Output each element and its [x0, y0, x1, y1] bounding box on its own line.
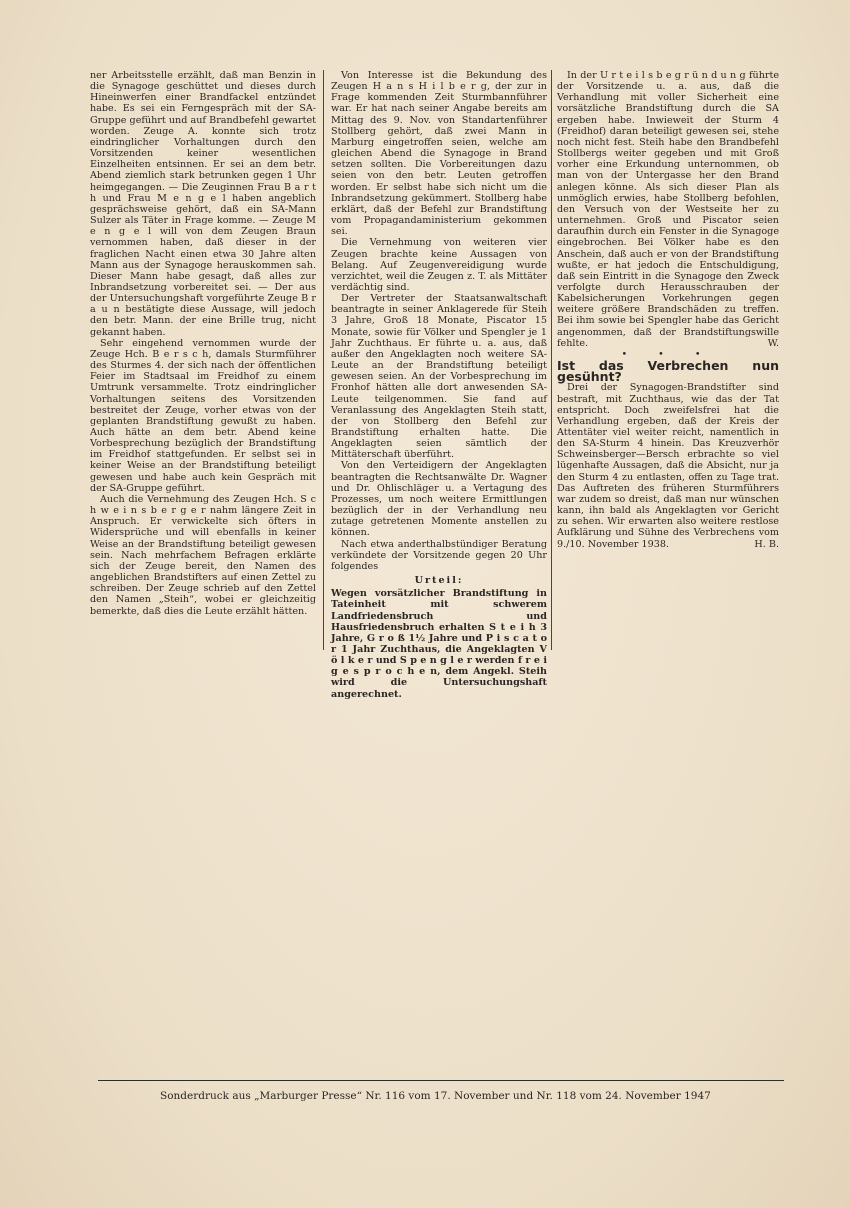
column-2: [331, 70, 547, 700]
col1-paragraph-2: Sehr eingehend vernommen wurde der Zeuge Hch. B e r s c h, damals Sturmführer des Sturmes 4. der sich nach der öffentlichen Feier im Stadtsaal im Freidhof zu einem Umtrunk versammelte. Trotz eindringlicher Vorhaltungen seitens des Vorsitzenden bestreitet der Zeuge, vorher etwas von der geplanten Brandstiftung gewußt zu haben. Auch hätte an dem betr. Abend keine Vorbesprechung bezüglich der Brandstiftung im Freidhof stattgefunden. Er selbst sei in keiner Weise an der Brandstiftung beteiligt gewesen und habe auch kein Gespräch mit der SA-Gruppe geführt.: [90, 337, 316, 494]
column-1: [90, 70, 316, 617]
signature-w: W.: [767, 337, 779, 349]
col2-paragraph-4: Von den Verteidigern der Angeklagten beantragten die Rechtsanwälte Dr. Wagner und Dr. Ohlischläger u. a Vertagung des Prozesses, um noch weitere Ermittlungen bezüglich der in der Verhandlung neu zutage getretenen Momente anstellen zu können.: [331, 460, 547, 539]
col1-paragraph-1: ner Arbeitsstelle erzählt, daß man Benzin in die Synagoge geschüttet und dieses durch Hineinwerfen einer Brandfackel entzündet habe. Es sei ein Ferngespräch mit der SA-Gruppe geführt und auf Brandbefehl gewartet worden. Zeuge A. konnte sich trotz eindringlicher Vorhaltungen durch den Vorsitzenden keiner wesentlichen Einzelheiten entsinnen. Er sei an dem betr. Abend ziemlich stark betrunken gegen 1 Uhr heimgegangen. — Die Zeuginnen Frau B a r t h und Frau M e n g e l haben angeblich gesprächsweise gehört, daß ein SA-Mann Sulzer als Täter in Frage komme. — Zeuge M e n g e l will von dem Zeugen Braun vernommen haben, daß dieser in der fraglichen Nacht einen etwa 30 Jahre alten Mann aus der Synagoge herauskommen sah. Dieser Mann habe gesagt, daß alles zur Inbrandsetzung vorbereitet sei. — Der aus der Untersuchungshaft vorgeführte Zeuge B r a u n bestätigte diese Aussage, will jedoch den betr. Mann. der eine Brille trug, nicht gekannt haben.: [90, 70, 316, 338]
column-divider-2: [551, 70, 552, 650]
verdict-heading: Urteil:: [414, 575, 464, 587]
column-divider-1: [323, 70, 324, 650]
col2-paragraph-5: Nach etwa anderthalbstündiger Beratung verkündete der Vorsitzende gegen 20 Uhr folgendes: [331, 538, 547, 572]
separator-stars: • • •: [621, 348, 715, 360]
col1-paragraph-3: Auch die Vernehmung des Zeugen Hch. S c h w e i n s b e r g e r nahm längere Zeit in Anspruch. Er verwickelte sich öfters in Widersprüche und will ebenfalls in keiner Weise an der Brandstiftung beteiligt gewesen sein. Nach mehrfachem Befragen erklärte sich der Zeuge bereit, den Namen des angeblichen Brandstifters auf einen Zettel zu schreiben. Der Zeuge schrieb auf den Zettel den Namen „Steih“, wobei er gleichzeitig bemerkte, daß dies die Leute erzählt hätten.: [90, 493, 316, 617]
col2-paragraph-1: Von Interesse ist die Bekundung des Zeugen H a n s H i l b e r g, der zur in Frage kommenden Zeit Sturmbannführer war. Er hat nach seiner Angabe bereits am Mittag des 9. Nov. von Standartenführer Stollberg gehört, daß zwei Mann in Marburg eingetroffen seien, welche am gleichen Abend die Synagoge in Brand setzen sollten. Die Vorbereitungen dazu seien von den betr. Leuten getroffen worden. Er selbst habe sich nicht um die Inbrandsetzung gekümmert. Stollberg habe erklärt, daß der Befehl zur Brandstiftung vom Propagandaministerium gekommen sei.: [331, 70, 547, 238]
footer-imprint: Sonderdruck aus „Marburger Presse“ Nr. 116 vom 17. November und Nr. 118 vom 24. November 1947: [160, 1090, 711, 1102]
col2-paragraph-3: Der Vertreter der Staatsanwaltschaft beantragte in seiner Anklagerede für Steih 3 Jahre, Groß 18 Monate, Piscator 15 Monate, sowie für Völker und Spengler je 1 Jahr Zuchthaus. Er führte u. a. aus, daß außer den Angeklagten noch weitere SA-Leute an der Brandstiftung beteiligt gewesen seien. An der Vorbesprechung im Fronhof hätten alle dort anwesenden SA-Leute teilgenommen. Sie fand auf Veranlassung des Angeklagten Steih statt, der von Stollberg den Befehl zur Brandstiftung erhalten hatte. Die Angeklagten seien sämtlich der Mittäterschaft überführt.: [331, 293, 547, 461]
verdict-text: Wegen vorsätzlicher Brandstiftung in Tateinheit mit schwerem Landfriedensbruch und Hausfriedensbruch erhalten S t e i h 3 Jahre, G r o ß 1½ Jahre und P i s c a t o r 1 Jahr Zuchthaus, die Angeklagten V ö l k e r und S p e n g l e r werden f r e i g e s p r o c h e n, dem Angekl. Steih wird die Untersuchungshaft angerechnet.: [331, 588, 547, 700]
signature-hb: H. B.: [754, 538, 779, 550]
col2-paragraph-2: Die Vernehmung von weiteren vier Zeugen brachte keine Aussagen von Belang. Auf Zeugenvereidigung wurde verzichtet, weil die Zeugen z. T. als Mittäter verdächtig sind.: [331, 237, 547, 293]
col3-paragraph-2-text: Drei der Synagogen-Brandstifter sind bestraft, mit Zuchthaus, wie das der Tat entspricht. Doch zweifelsfrei hat die Verhandlung ergeben, daß der Kreis der Attentäter viel weiter reicht, namentlich in den SA-Sturm 4 hinein. Das Kreuzverhör Schweinsberger—Bersch erbrachte so viel lügenhafte Aussagen, daß die Absicht, nur ja den Sturm 4 zu entlasten, offen zu Tage trat. Das Auftreten des früheren Sturmführers war zudem so dreist, daß man nur wünschen kann, ihn bald als Angeklagten vor Gericht zu sehen. Wir erwarten also weitere restlose Aufklärung und Sühne des Verbrechens vom 9./10. November 1938.: [557, 382, 779, 550]
col3-paragraph-1-text: In der U r t e i l s b e g r ü n d u n g führte der Vorsitzende u. a. aus, daß die Verhandlung mit voller Sicherheit eine vorsätzliche Brandstiftung durch die SA ergeben habe. Inwieweit der Sturm 4 (Freidhof) daran beteiligt gewesen sei, stehe noch nicht fest. Steih habe den Brandbefehl Stollbergs weiter gegeben und mit Groß vorher eine Erkundung unternommen, ob man von der Untergasse her den Brand anlegen könne. Als sich dieser Plan als unmöglich erwies, habe Stollberg befohlen, den Versuch von der Westseite her zu unternehmen. Groß und Piscator seien daraufhin durch ein Fenster in die Synagoge eingebrochen. Bei Völker habe es den Anschein, daß auch er von der Brandstiftung wußte, er hat jedoch die Entschuldigung, daß sein Eintritt in die Synagoge den Zweck verfolgte durch Herausschrauben der Kabelsicherungen Vorkehrungen gegen weitere größere Brandschäden zu treffen. Bei ihm sowie bei Spengler habe das Gericht angenommen, daß der Brandstiftungswille fehlte.: [557, 70, 779, 349]
col3-paragraph-2: [557, 382, 779, 549]
col3-paragraph-1: [557, 70, 779, 349]
section-heading: Ist das Verbrechen nun gesühnt?: [557, 358, 779, 385]
column-3: [557, 70, 779, 550]
footer-rule: [98, 1080, 784, 1081]
